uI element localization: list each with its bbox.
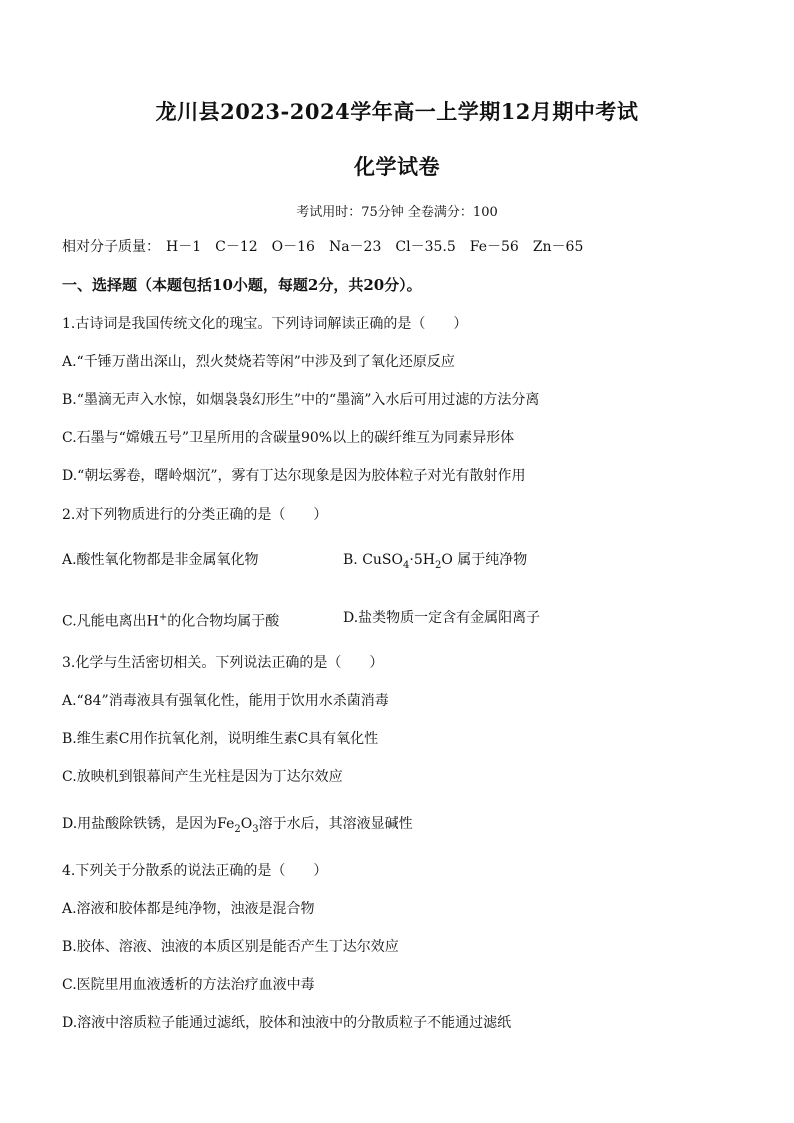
option-b-text: ·5H bbox=[409, 552, 435, 568]
question-3-option-c: C.放映机到银幕间产生光柱是因为丁达尔效应 bbox=[62, 769, 343, 785]
exam-subtitle: 化学试卷 bbox=[354, 154, 440, 179]
subscript: 2 bbox=[434, 559, 442, 571]
subscript: 2 bbox=[234, 823, 241, 835]
question-2-option-b bbox=[343, 551, 527, 575]
superscript: + bbox=[158, 612, 168, 623]
option-d-text: O bbox=[240, 816, 253, 832]
option-d-text: D.用盐酸除铁锈，是因为Fe bbox=[62, 816, 235, 832]
exam-info: 考试用时：75分钟 全卷满分：100 bbox=[296, 205, 498, 220]
option-b-text: B. CuSO bbox=[343, 552, 403, 568]
exam-title: 龙川县2023-2024学年高一上学期12月期中考试 bbox=[155, 99, 639, 124]
question-2-option-c bbox=[62, 609, 279, 631]
subscript: 3 bbox=[252, 823, 259, 835]
mass-item: Na－23 bbox=[328, 239, 382, 255]
question-4-option-d: D.溶液中溶质粒子能通过滤纸，胶体和浊液中的分散质粒子不能通过滤纸 bbox=[62, 1015, 512, 1031]
relative-masses bbox=[62, 238, 597, 256]
section-heading: 一、选择题（本题包括10小题，每题2分，共20分）。 bbox=[62, 276, 422, 294]
mass-item: O－16 bbox=[271, 239, 315, 255]
question-2-stem: 2.对下列物质进行的分类正确的是（ ） bbox=[62, 507, 328, 523]
question-1-option-c: C.石墨与“嫦娥五号”卫星所用的含碳量90%以上的碳纤维互为同素异形体 bbox=[62, 430, 515, 446]
option-c-text: 的化合物均属于酸 bbox=[167, 613, 280, 630]
mass-item: Cl－35.5 bbox=[395, 239, 456, 255]
mass-item: C－12 bbox=[215, 239, 258, 255]
mass-item: Zn－65 bbox=[532, 239, 584, 255]
option-d-text: 溶于水后，其溶液显碱性 bbox=[258, 816, 413, 832]
question-2-option-a: A.酸性氧化物都是非金属氧化物 bbox=[62, 552, 259, 568]
question-4-stem: 4.下列关于分散系的说法正确的是（ ） bbox=[62, 863, 328, 879]
mass-item: Fe－56 bbox=[469, 239, 519, 255]
question-1-option-d: D.“朝坛雾卷，曙岭烟沉”，雾有丁达尔现象是因为胶体粒子对光有散射作用 bbox=[62, 468, 526, 484]
question-3-option-a: A.“84”消毒液具有强氧化性，能用于饮用水杀菌消毒 bbox=[62, 693, 389, 709]
question-3-stem: 3.化学与生活密切相关。下列说法正确的是（ ） bbox=[62, 655, 384, 671]
mass-item: H－1 bbox=[166, 239, 202, 255]
question-3-option-b: B.维生素C用作抗氧化剂，说明维生素C具有氧化性 bbox=[62, 731, 379, 747]
question-2-option-d: D.盐类物质一定含有金属阳离子 bbox=[343, 610, 541, 626]
option-c-text: C.凡能电离出H bbox=[62, 613, 159, 630]
question-1-stem: 1.古诗词是我国传统文化的瑰宝。下列诗词解读正确的是（ ） bbox=[62, 316, 468, 332]
question-4-option-a: A.溶液和胶体都是纯净物，浊液是混合物 bbox=[62, 901, 315, 917]
option-b-text: O 属于纯净物 bbox=[441, 552, 528, 568]
question-1-option-a: A.“千锤万凿出深山，烈火焚烧若等闲”中涉及到了氧化还原反应 bbox=[62, 354, 455, 370]
question-1-option-b: B.“墨滴无声入水惊，如烟袅袅幻形生”中的“墨滴”入水后可用过滤的方法分离 bbox=[62, 392, 540, 408]
question-3-option-d bbox=[62, 815, 413, 839]
masses-label: 相对分子质量： bbox=[62, 239, 160, 255]
question-4-option-b: B.胶体、溶液、浊液的本质区别是能否产生丁达尔效应 bbox=[62, 939, 399, 955]
subscript: 4 bbox=[403, 559, 410, 571]
question-4-option-c: C.医院里用血液透析的方法治疗血液中毒 bbox=[62, 977, 315, 993]
